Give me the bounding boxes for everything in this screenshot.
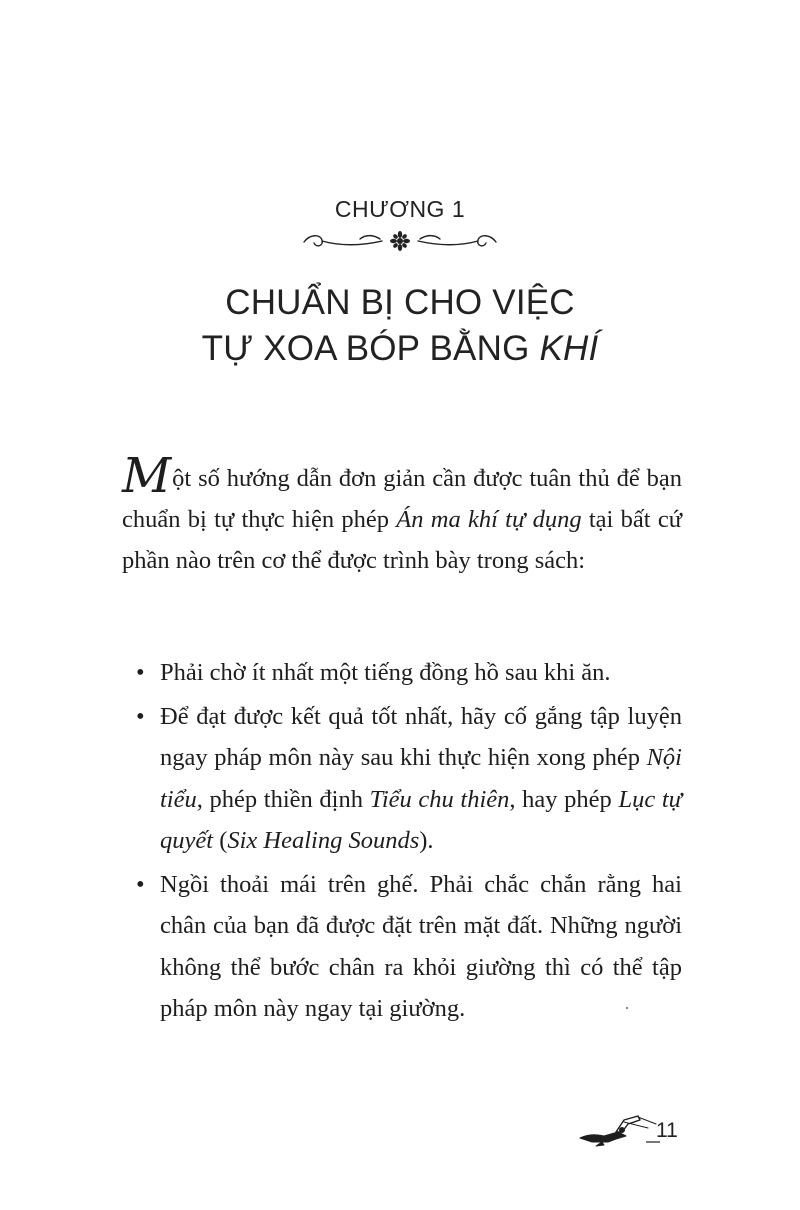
instruction-list bbox=[122, 652, 682, 1032]
intro-italic: Án ma khí tự dụng bbox=[396, 506, 582, 533]
title-text: TỰ XOA BÓP BẰNG bbox=[201, 329, 540, 368]
page-number: 11 bbox=[656, 1119, 678, 1142]
list-item-italic: Six Healing Sounds bbox=[227, 827, 420, 854]
list-item-text: Để đạt được kết quả tốt nhất, hãy cố gắng tập luyện ngay pháp môn này sau khi thực hiện xong phép bbox=[160, 702, 682, 771]
list-item-italic: Tiểu chu thiên bbox=[369, 785, 510, 813]
list-item-text: Phải chờ ít nhất một tiếng đồng hồ sau khi ăn. bbox=[160, 659, 611, 686]
list-item-text: , phép thiền định bbox=[196, 785, 370, 813]
drop-cap: M bbox=[122, 448, 172, 504]
list-item-italic: Nội tiểu bbox=[160, 744, 682, 813]
flying-figure-icon bbox=[578, 1112, 660, 1148]
list-item-text: ). bbox=[419, 827, 434, 854]
intro-text: ột số hướng dẫn đơn giản cần được tuân thủ để bạn chuẩn bị tự thực hiện phép bbox=[122, 465, 682, 533]
list-item-text: ( bbox=[213, 827, 228, 854]
title-italic-text: KHÍ bbox=[539, 329, 599, 368]
bullet-icon: • bbox=[136, 702, 145, 730]
intro-paragraph bbox=[122, 448, 682, 581]
list-item-italic: Lục tự quyết bbox=[160, 785, 683, 854]
list-item bbox=[122, 864, 682, 1030]
chapter-title bbox=[0, 280, 800, 372]
chapter-label: CHƯƠNG 1 bbox=[334, 196, 466, 222]
floral-divider-icon bbox=[300, 230, 500, 252]
bullet-icon: • bbox=[136, 659, 145, 686]
list-item bbox=[122, 696, 682, 862]
chapter-title-line-1: CHUẨN BỊ CHO VIỆC bbox=[225, 283, 575, 322]
list-item-text: , hay phép bbox=[509, 785, 619, 813]
paper-speck bbox=[626, 1007, 628, 1009]
list-item bbox=[122, 652, 682, 694]
intro-text: tại bất cứ phần nào trên cơ thể được trình bày trong sách: bbox=[122, 506, 682, 574]
bullet-icon: • bbox=[136, 870, 145, 898]
list-item-text: Ngồi thoải mái trên ghế. Phải chắc chắn rằng hai chân của bạn đã được đặt trên mặt đất. Những người không thể bước chân ra khỏi giường thì có thể tập pháp môn này ngay tại giường. bbox=[160, 870, 682, 1022]
chapter-title-line-2 bbox=[0, 326, 800, 372]
